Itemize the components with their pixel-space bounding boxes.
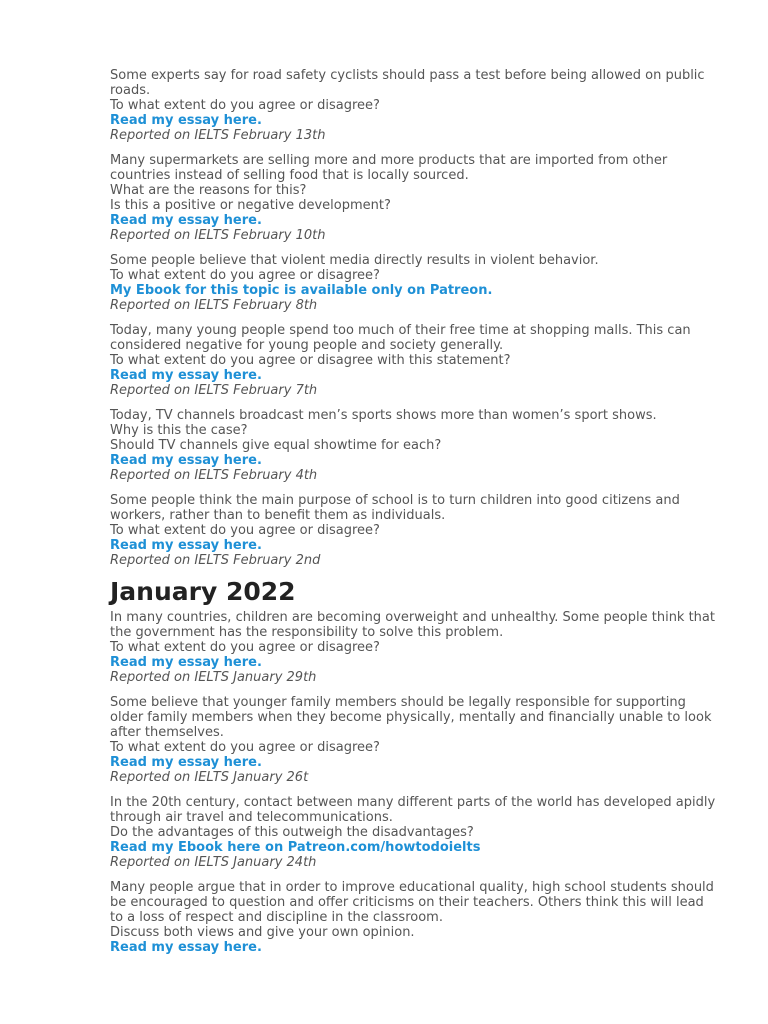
topic-text: In many countries, children are becoming overweight and unhealthy. Some people think that the government has the responsibility to solve this problem. xyxy=(110,610,715,640)
topic-entry xyxy=(110,795,720,870)
essay-link[interactable]: My Ebook for this topic is available only on Patreon. xyxy=(110,283,493,298)
topic-text: To what extent do you agree or disagree? xyxy=(110,268,380,283)
topic-text: In the 20th century, contact between many different parts of the world has developed apidly through air travel and telecommunications. xyxy=(110,795,716,825)
topic-text: To what extent do you agree or disagree? xyxy=(110,98,380,113)
reported-date: Reported on IELTS February 10th xyxy=(110,228,326,243)
topic-text: Some believe that younger family members should be legally responsible for supporting older family members when they become physically, mentally and financially unable to look after themselves. xyxy=(110,695,712,740)
reported-date: Reported on IELTS February 2nd xyxy=(110,553,321,568)
topic-text: Some people think the main purpose of school is to turn children into good citizens and workers, rather than to benefit them as individuals. xyxy=(110,493,680,523)
section-heading: January 2022 xyxy=(110,577,296,606)
essay-link[interactable]: Read my essay here. xyxy=(110,113,262,128)
reported-date: Reported on IELTS February 4th xyxy=(110,468,318,483)
topic-text: Many people argue that in order to improve educational quality, high school students should be encouraged to question and offer criticisms on their teachers. Others think this will lead to a loss of respect and discipline in the classroom. xyxy=(110,880,714,925)
reported-date: Reported on IELTS January 26t xyxy=(110,770,309,785)
topic-entry xyxy=(110,253,720,313)
topic-text: Discuss both views and give your own opinion. xyxy=(110,925,415,940)
reported-date: Reported on IELTS February 7th xyxy=(110,383,318,398)
topic-text: Many supermarkets are selling more and more products that are imported from other countries instead of selling food that is locally sourced. xyxy=(110,153,668,183)
reported-date: Reported on IELTS January 29th xyxy=(110,670,317,685)
topic-text: To what extent do you agree or disagree? xyxy=(110,740,380,755)
topic-entry xyxy=(110,493,720,568)
essay-link[interactable]: Read my essay here. xyxy=(110,538,262,553)
topic-entry xyxy=(110,153,720,243)
topic-text: To what extent do you agree or disagree? xyxy=(110,523,380,538)
topic-text: Do the advantages of this outweigh the disadvantages? xyxy=(110,825,474,840)
reported-date: Reported on IELTS February 13th xyxy=(110,128,326,143)
topic-entry xyxy=(110,695,720,785)
essay-link[interactable]: Read my Ebook here on Patreon.com/howtodoielts xyxy=(110,840,481,855)
essay-link[interactable]: Read my essay here. xyxy=(110,368,262,383)
january-topics xyxy=(110,610,720,955)
topic-text: Today, many young people spend too much of their free time at shopping malls. This can considered negative for young people and society generally. xyxy=(110,323,691,353)
essay-link[interactable]: Read my essay here. xyxy=(110,453,262,468)
topic-text: To what extent do you agree or disagree? xyxy=(110,640,380,655)
topic-text: To what extent do you agree or disagree with this statement? xyxy=(110,353,511,368)
topic-text: Some people believe that violent media directly results in violent behavior. xyxy=(110,253,599,268)
essay-link[interactable]: Read my essay here. xyxy=(110,213,262,228)
topic-text: Some experts say for road safety cyclists should pass a test before being allowed on public roads. xyxy=(110,68,705,98)
essay-link[interactable]: Read my essay here. xyxy=(110,940,262,955)
topic-entry xyxy=(110,880,720,955)
reported-date: Reported on IELTS January 24th xyxy=(110,855,317,870)
topic-entry xyxy=(110,323,720,398)
topic-text: Today, TV channels broadcast men’s sports shows more than women’s sport shows. xyxy=(110,408,657,423)
topic-entry xyxy=(110,68,720,143)
topic-text: Is this a positive or negative development? xyxy=(110,198,391,213)
february-topics xyxy=(110,68,720,568)
topic-text: What are the reasons for this? xyxy=(110,183,307,198)
topic-entry xyxy=(110,408,720,483)
reported-date: Reported on IELTS February 8th xyxy=(110,298,318,313)
topic-entry xyxy=(110,610,720,685)
essay-link[interactable]: Read my essay here. xyxy=(110,655,262,670)
essay-link[interactable]: Read my essay here. xyxy=(110,755,262,770)
topic-text: Should TV channels give equal showtime for each? xyxy=(110,438,442,453)
topic-text: Why is this the case? xyxy=(110,423,248,438)
document-page xyxy=(110,68,720,965)
